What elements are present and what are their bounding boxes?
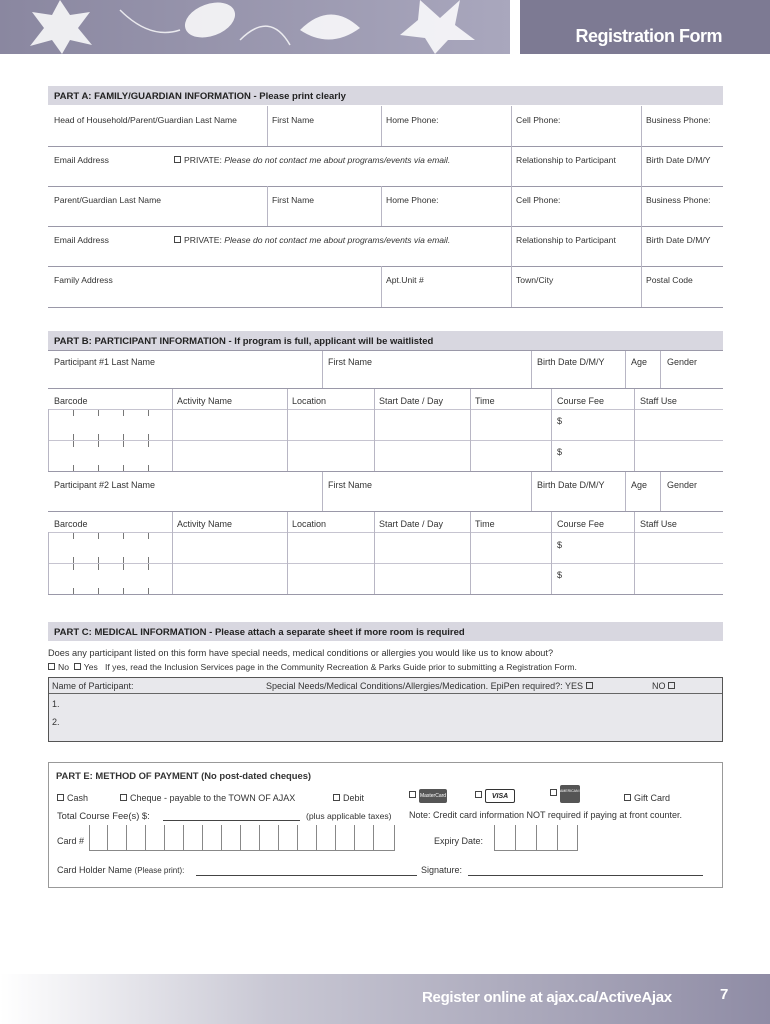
barcode-tick [98,557,99,563]
decorative-banner [0,0,510,54]
participant2-last-name-label: Participant #2 Last Name [54,480,156,490]
divider [322,351,323,388]
activity-name-label: Activity Name [177,396,233,406]
start-date-label: Start Date / Day [379,396,444,406]
divider [48,146,723,147]
debit-option[interactable] [333,793,364,803]
barcode-tick [123,410,124,416]
credit-note: Note: Credit card information NOT required if paying at front counter. [409,810,682,820]
home-phone-label: Home Phone: [386,115,439,125]
start-date-label: Start Date / Day [379,519,444,529]
participant-name-label: Name of Participant: [52,681,134,691]
card-digit-divider [221,825,222,851]
yes-checkbox[interactable] [586,682,593,689]
no-label: NO [652,681,666,691]
first-name-label: First Name [272,115,315,125]
divider [531,351,532,388]
card-digit-divider [89,825,90,851]
cash-option[interactable] [57,793,88,803]
leaf-pattern-icon [0,0,510,54]
fee-dollar: $ [557,416,563,426]
gender-label: Gender [667,357,698,367]
cheque-label: Cheque - payable to the TOWN OF AJAX [130,793,296,803]
barcode-tick [73,533,74,539]
barcode-tick [73,588,74,594]
cell-phone-label: Cell Phone: [516,115,561,125]
divider [172,389,173,471]
course-fee-label: Course Fee [557,396,605,406]
divider [172,512,173,594]
first-name-label: First Name [328,357,373,367]
private-label: PRIVATE: [184,235,222,245]
yes-label: Yes [83,662,98,672]
card-digit-divider [202,825,203,851]
divider [287,512,288,594]
relationship-label: Relationship to Participant [516,155,616,165]
card-holder-print: (Please print): [134,866,185,875]
card-digit-divider [126,825,127,851]
barcode-tick [123,465,124,471]
location-label: Location [292,519,327,529]
relationship-label: Relationship to Participant [516,235,616,245]
divider [625,472,626,511]
divider [48,440,723,441]
part-e-heading: PART E: METHOD OF PAYMENT (No post-dated cheques) [56,770,312,781]
location-label: Location [292,396,327,406]
divider [267,106,268,146]
no-label: No [58,662,69,672]
signature-label: Signature: [421,865,463,875]
signature-line[interactable] [468,875,703,876]
line-1: 1. [52,699,60,709]
card-digit-divider [183,825,184,851]
barcode-tick [148,588,149,594]
divider [381,106,382,146]
barcode-tick [73,557,74,563]
divider [48,409,49,471]
barcode-tick [123,434,124,440]
divider [660,472,661,511]
yes-note: If yes, read the Inclusion Services page in the Community Recreation & Parks Guide prior to submitting a Registration Form. [104,662,577,672]
cash-label: Cash [67,793,89,803]
barcode-tick [148,557,149,563]
divider [48,409,723,410]
birth-date-label: Birth Date D/M/Y [646,155,711,165]
barcode-tick [123,441,124,447]
card-digit-divider [354,825,355,851]
divider [48,532,723,533]
part-a-heading: PART A: FAMILY/GUARDIAN INFORMATION - Please print clearly [48,86,723,105]
checkbox[interactable] [174,156,181,163]
barcode-tick [98,533,99,539]
time-label: Time [475,396,495,406]
business-phone-label: Business Phone: [646,195,711,205]
guardian-last-name-label: Head of Household/Parent/Guardian Last Name [54,115,237,125]
barcode-tick [123,564,124,570]
page-title: Registration Form [575,26,722,46]
amex-logo-icon: AMERICAN EXPRESS [560,785,580,803]
barcode-tick [98,441,99,447]
card-digit-divider [164,825,165,851]
cash-checkbox[interactable] [57,794,64,801]
card-digit-divider [297,825,298,851]
business-phone-label: Business Phone: [646,115,711,125]
divider [48,350,723,351]
postal-code-label: Postal Code [646,275,693,285]
card-digit-divider [259,825,260,851]
activity-name-label: Activity Name [177,519,233,529]
medical-question: Does any participant listed on this form have special needs, medical conditions or allergies you would like us to know about? [48,648,554,658]
visa-checkbox[interactable] [475,791,482,798]
divider [374,512,375,594]
mastercard-option[interactable] [409,789,447,803]
line-2: 2. [52,717,60,727]
staff-use-label: Staff Use [640,396,677,406]
barcode-tick [148,410,149,416]
barcode-tick [148,533,149,539]
birth-date-label: Birth Date D/M/Y [537,480,605,490]
barcode-tick [98,465,99,471]
mastercard-checkbox[interactable] [409,791,416,798]
card-digit-divider [394,825,395,851]
divider [641,106,642,307]
divider [625,351,626,388]
home-phone-label: Home Phone: [386,195,439,205]
part-b-heading: PART B: PARTICIPANT INFORMATION - If program is full, applicant will be waitlisted [48,331,723,350]
visa-option[interactable] [475,789,515,803]
expiry-label: Expiry Date: [434,836,484,846]
age-label: Age [631,480,648,490]
divider [48,511,723,512]
needs-label-text: Special Needs/Medical Conditions/Allergies/Medication. EpiPen required?: YES [266,681,584,691]
card-holder-line[interactable] [196,875,417,876]
no-checkbox[interactable] [668,682,675,689]
parent-last-name-label: Parent/Guardian Last Name [54,195,162,205]
no-checkbox[interactable] [48,663,55,670]
cell-phone-label: Cell Phone: [516,195,561,205]
card-digit-divider [240,825,241,851]
total-fee-label: Total Course Fee(s) $: [57,810,150,821]
divider [48,471,723,472]
checkbox[interactable] [174,236,181,243]
private-note: Please do not contact me about programs/events via email. [224,155,451,165]
divider [531,472,532,511]
divider [470,389,471,471]
card-number-label: Card # [57,836,85,846]
participant1-last-name-label: Participant #1 Last Name [54,357,156,367]
birth-date-label: Birth Date D/M/Y [646,235,711,245]
barcode-label: Barcode [54,396,88,406]
medical-answer-row [48,662,577,672]
gender-label: Gender [667,480,698,490]
barcode-tick [123,557,124,563]
town-city-label: Town/City [516,275,554,285]
fee-dollar: $ [557,447,563,457]
divider [48,532,49,594]
divider [511,106,512,307]
barcode-label: Barcode [54,519,88,529]
debit-checkbox[interactable] [333,794,340,801]
amex-checkbox[interactable] [550,789,557,796]
divider [551,512,552,594]
divider [48,563,723,564]
expiry-digit-divider [515,825,516,851]
first-name-label: First Name [328,480,373,490]
divider [660,351,661,388]
birth-date-label: Birth Date D/M/Y [537,357,605,367]
mastercard-logo-icon: MasterCard [419,789,447,803]
card-digit-divider [278,825,279,851]
barcode-tick [123,588,124,594]
needs-label [266,681,596,691]
divider [322,472,323,511]
card-digit-divider [145,825,146,851]
divider [267,186,268,226]
divider [381,186,382,226]
divider [48,266,723,267]
fee-dollar: $ [557,570,563,580]
family-address-label: Family Address [54,275,113,285]
divider [48,307,723,308]
private-note: Please do not contact me about programs/events via email. [224,235,451,245]
staff-use-label: Staff Use [640,519,677,529]
email-label: Email Address [54,235,109,245]
divider [287,389,288,471]
footer-bar [0,974,770,1024]
divider [381,266,382,307]
barcode-tick [73,564,74,570]
part-c-heading: PART C: MEDICAL INFORMATION - Please attach a separate sheet if more room is required [48,622,723,641]
age-label: Age [631,357,648,367]
barcode-tick [148,441,149,447]
barcode-tick [98,410,99,416]
private-option[interactable] [174,155,450,165]
divider [374,389,375,471]
expiry-digit-divider [536,825,537,851]
private-option[interactable] [174,235,450,245]
total-fee-line[interactable] [163,820,300,821]
yes-checkbox[interactable] [74,663,81,670]
barcode-tick [98,434,99,440]
course-fee-label: Course Fee [557,519,605,529]
barcode-tick [98,564,99,570]
private-label: PRIVATE: [184,155,222,165]
barcode-tick [123,533,124,539]
barcode-tick [73,434,74,440]
cheque-checkbox[interactable] [120,794,127,801]
gift-card-label: Gift Card [634,793,671,803]
divider [48,186,723,187]
card-digit-divider [107,825,108,851]
divider [634,389,635,471]
expiry-digit-divider [557,825,558,851]
barcode-tick [148,564,149,570]
divider [49,693,722,694]
email-label: Email Address [54,155,109,165]
divider [48,226,723,227]
amex-option[interactable] [550,785,596,803]
divider [48,594,723,595]
divider [634,512,635,594]
barcode-tick [148,434,149,440]
page-number: 7 [720,986,729,1003]
gift-card-option[interactable] [624,793,670,803]
no-option [652,681,678,691]
time-label: Time [475,519,495,529]
divider [551,389,552,471]
barcode-tick [148,465,149,471]
cheque-option[interactable] [120,793,295,803]
fee-dollar: $ [557,540,563,550]
title-block [520,0,770,54]
gift-card-checkbox[interactable] [624,794,631,801]
barcode-tick [73,441,74,447]
barcode-tick [98,588,99,594]
expiry-field[interactable] [494,825,578,851]
first-name-label: First Name [272,195,315,205]
barcode-tick [73,465,74,471]
debit-label: Debit [343,793,365,803]
visa-logo-icon: VISA [485,789,515,803]
divider [470,512,471,594]
card-digit-divider [316,825,317,851]
divider [48,388,723,389]
register-online-link[interactable]: Register online at ajax.ca/ActiveAjax [422,989,672,1006]
card-holder-label [57,865,184,875]
barcode-tick [73,410,74,416]
card-number-field[interactable] [89,825,395,851]
expiry-digit-divider [494,825,495,851]
apt-unit-label: Apt.Unit # [386,275,424,285]
card-digit-divider [335,825,336,851]
card-holder-text: Card Holder Name [57,865,133,875]
taxes-label: (plus applicable taxes) [306,811,392,821]
expiry-digit-divider [577,825,578,851]
card-digit-divider [373,825,374,851]
